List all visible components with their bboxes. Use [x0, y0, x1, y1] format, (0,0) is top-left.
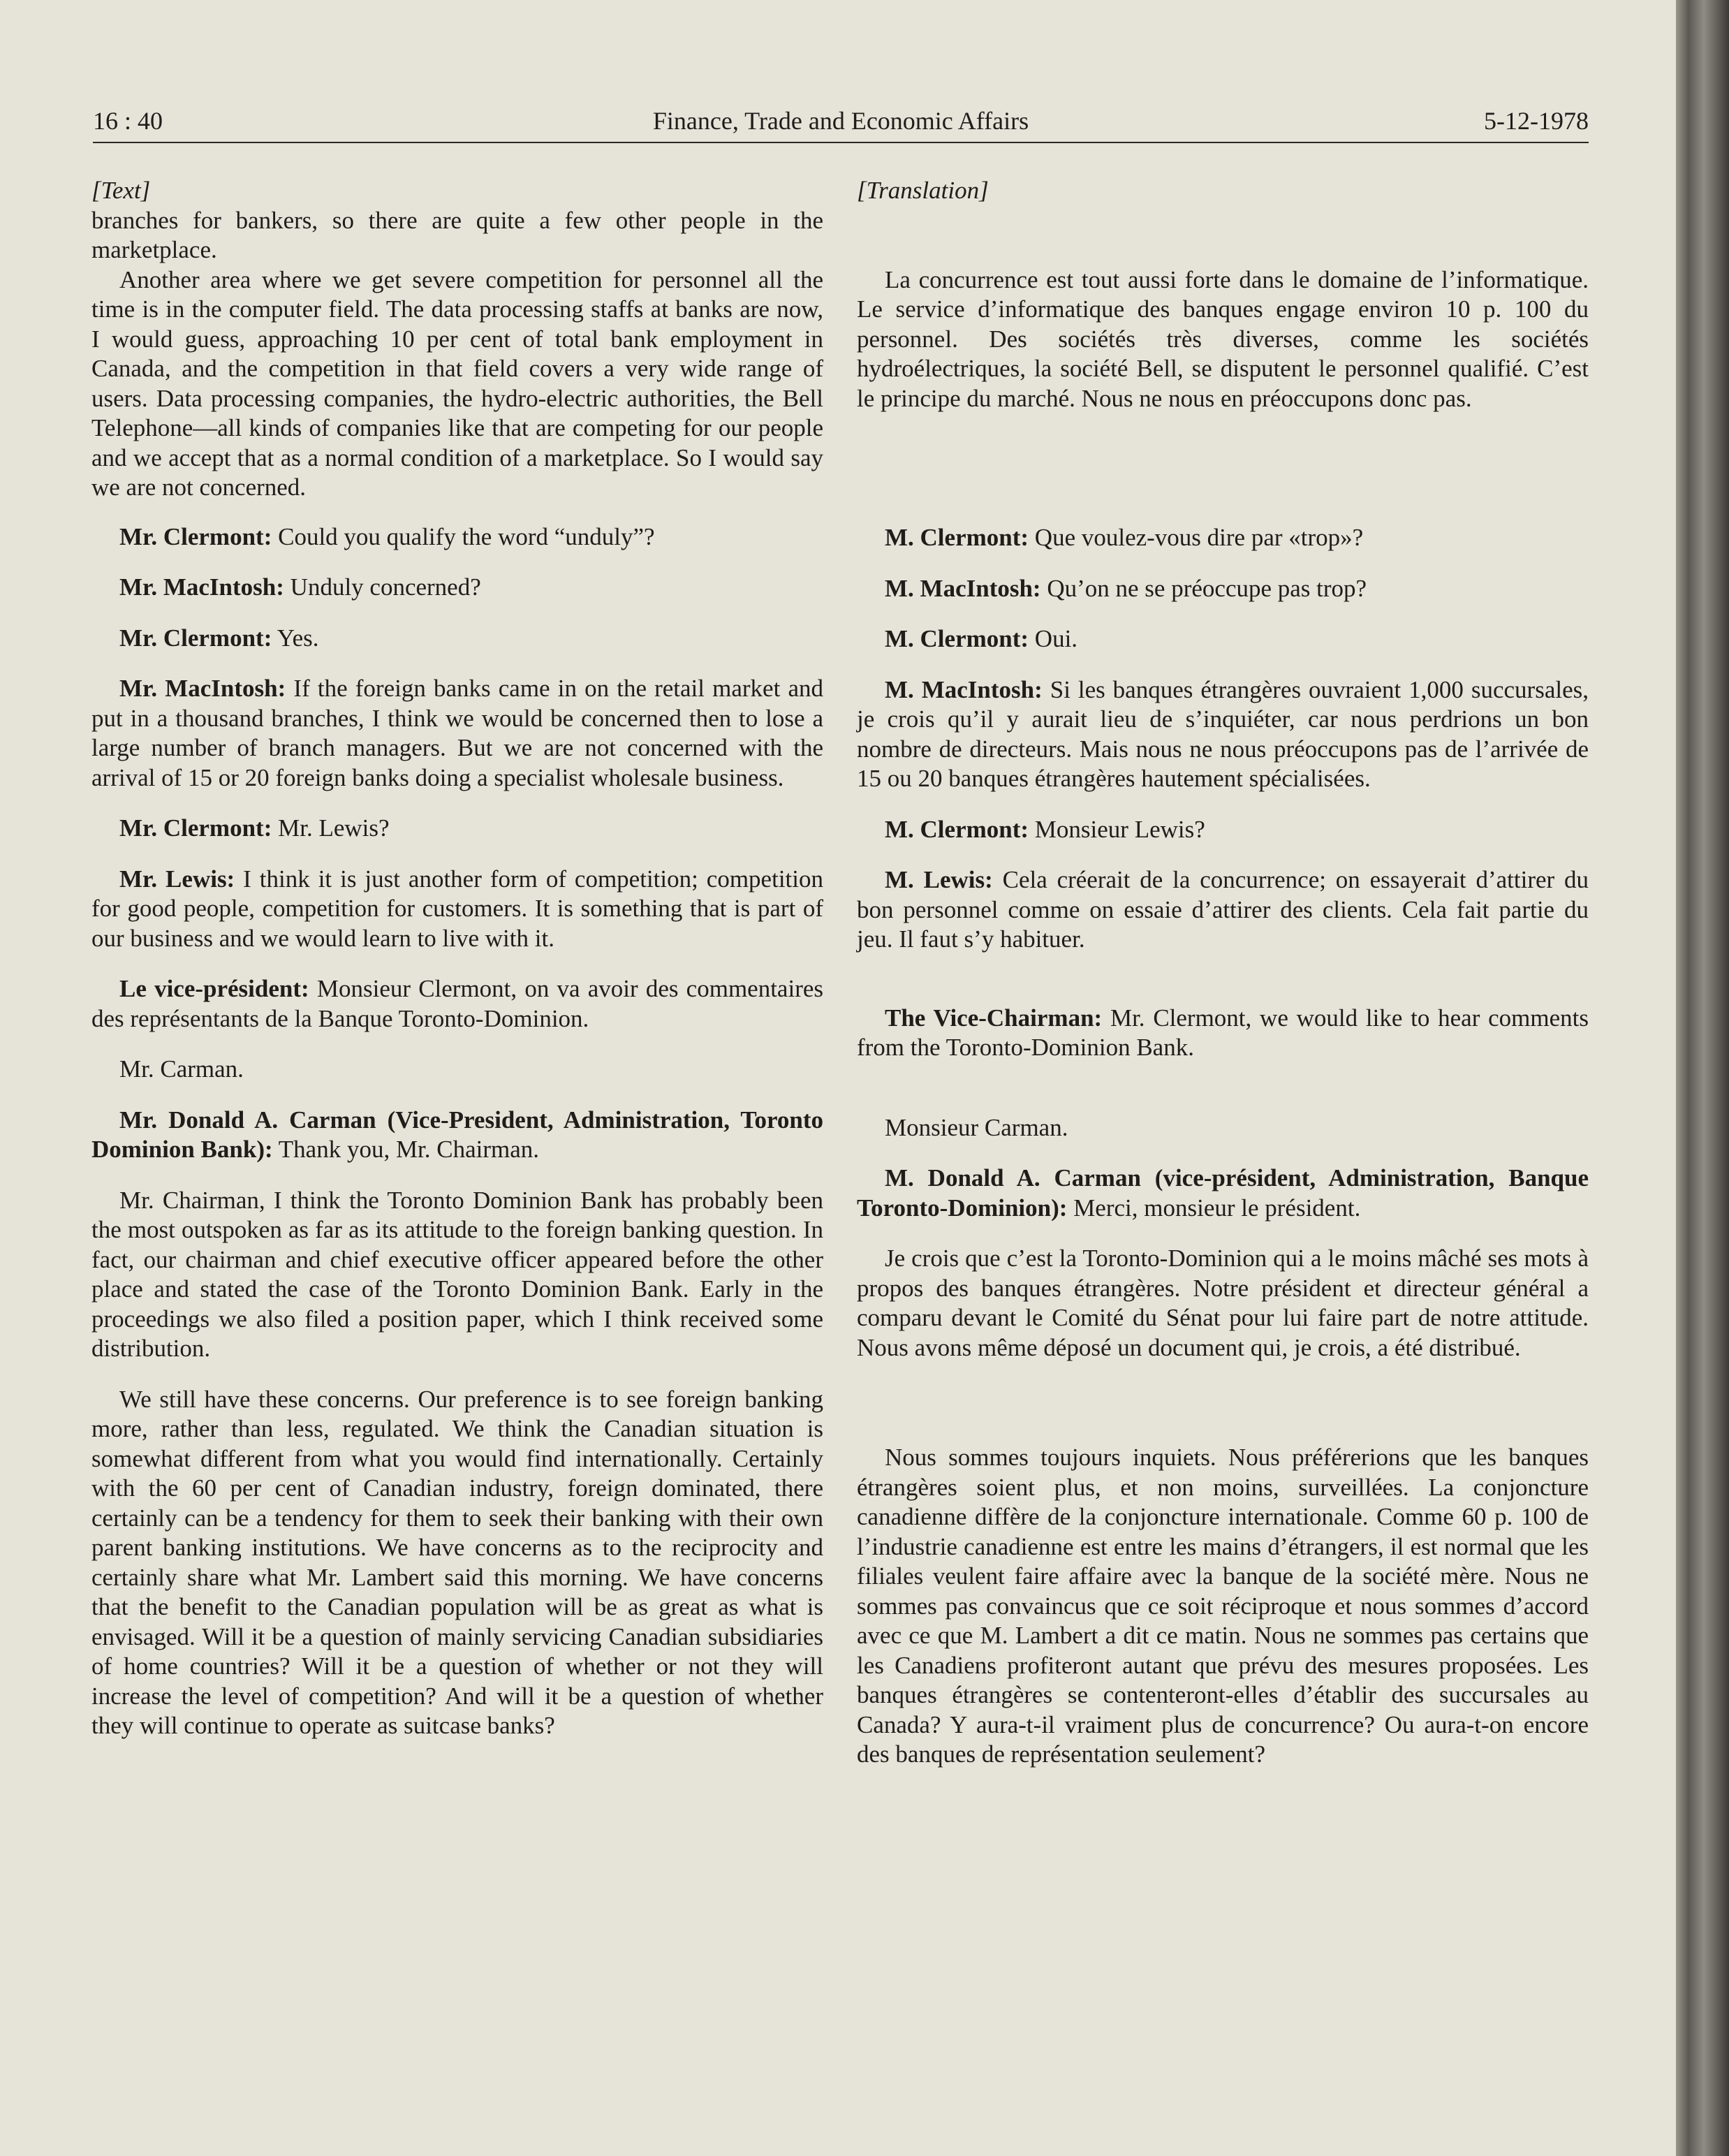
speech-text: If the foreign banks came in on the retail market and put in a thousand branches, I think we would be concerned then to lose a large number of branch managers. But we are not concerned with the arrival of 15 or 20 foreign banks doing a specialist wholesale business. [91, 675, 823, 791]
speech [91, 865, 823, 954]
paragraph: Nous sommes toujours inquiets. Nous préférerions que les banques étrangères soient plus, et non moins, surveillées. La conjoncture canadienne diffère de la conjoncture internationale. Comme 60 p. 100 de l’industrie canadienne est entre les mains d’étrangers, il est normal que les filiales veulent faire affaire avec la banque de la société mère. Nous ne sommes pas convaincus que ce soit réciproque et nous sommes d’accord avec ce que M. Lambert a dit ce matin. Nous ne sommes pas certains que les Canadiens profiteront autant que prévu des mesures proposées. Les banques étrangères se contenteront-elles d’établir des succursales au Canada? Y aura-t-il vraiment plus de concurrence? Ou aura-t-on encore des banques de représentation seulement? [857, 1444, 1589, 1768]
paragraph: Another area where we get severe competition for personnel all the time is in the computer field. The data processing staffs at banks are now, I would guess, approaching 10 per cent of total bank employment in Canada, and the competition in that field covers a very wide range of users. Data processing companies, the hydro-electric authorities, the Bell Telephone—all kinds of companies like that are competing for our people and we accept that as a normal condition of a marketplace. So I would say we are not concerned. [91, 265, 823, 501]
paragraph: La concurrence est tout aussi forte dans le domaine de l’informatique. Le service d’informatique des banques engage environ 10 p. 100 du personnel. Des sociétés très diverses, comme les sociétés hydroélectriques, la société Bell, se disputent le personnel qualifié. C’est le principe du marché. Nous ne nous en préoccupons donc pas. [857, 265, 1589, 412]
header-rule [93, 142, 1589, 143]
column-tag: [Translation] [857, 177, 989, 204]
speaker: Mr. Clermont: [119, 522, 272, 550]
speech [857, 1004, 1589, 1063]
speaker: M. MacIntosh: [885, 574, 1041, 602]
speech-text: Yes. [272, 624, 319, 652]
column-french [857, 176, 1589, 1770]
speech [857, 1164, 1589, 1223]
speaker: M. Clermont: [885, 625, 1029, 652]
speech [857, 574, 1589, 604]
speaker: Mr. MacIntosh: [119, 675, 286, 702]
speech [91, 974, 823, 1034]
speech [91, 1106, 823, 1165]
speaker: M. MacIntosh: [885, 675, 1043, 703]
speaker: Mr. MacIntosh: [119, 573, 284, 601]
speech-text: Qu’on ne se préoccupe pas trop? [1040, 574, 1367, 602]
speech-text: Monsieur Lewis? [1029, 815, 1205, 843]
paragraph: Monsieur Carman. [885, 1113, 1068, 1141]
speaker: Mr. Clermont: [119, 814, 272, 842]
paragraph: We still have these concerns. Our preference is to see foreign banking more, rather than less, regulated. We think the Canadian situation is somewhat different from what you would find internationally. Certainly with the 60 per cent of Canadian industry, foreign dominated, there certainly can be a tendency for them to seek their banking with their own parent banking institutions. We have concerns as to the reciprocity and certainly share what Mr. Lambert said this morning. We have concerns that the benefit to the Canadian population will be as great as what is envisaged. Will it be a question of mainly servicing Canadian subsidiaries of home countries? Will it be a question of whether or not they will increase the level of competition? And will it be a question of whether they will continue to operate as suitcase banks? [91, 1385, 823, 1739]
speech-text: Mr. Clermont, we would like to hear comments from the Toronto-Dominion Bank. [857, 1004, 1589, 1061]
page-number: 16 : 40 [93, 107, 163, 135]
speaker: The Vice-Chairman: [885, 1004, 1103, 1032]
speaker: M. Clermont: [885, 524, 1029, 551]
speech [857, 624, 1589, 654]
running-header [93, 103, 1589, 138]
publication-title: Finance, Trade and Economic Affairs [652, 107, 1029, 135]
speaker: Mr. Clermont: [119, 624, 272, 652]
paragraph: Mr. Chairman, I think the Toronto Dominion Bank has probably been the most outspoken as far as its attitude to the foreign banking question. In fact, our chairman and chief executive officer appeared before the other place and stated the case of the Toronto Dominion Bank. Early in the proceedings we also filed a position paper, which I think received some distribution. [91, 1186, 823, 1362]
speech [91, 573, 823, 603]
speech-text: Si les banques étrangères ouvraient 1,000 succursales, je crois qu’il y aurait lieu de s’inquiéter, car nous perdrions un bon nombre de directeurs. Mais nous ne nous préoccupons pas de l’arrivée de 15 ou 20 banques étrangères hautement spécialisées. [857, 675, 1589, 792]
speech [857, 523, 1589, 553]
speech-text: Could you qualify the word “unduly”? [272, 522, 655, 550]
speech-text: Oui. [1029, 625, 1078, 652]
speaker: M. Clermont: [885, 815, 1029, 843]
speaker: Le vice-président: [119, 975, 309, 1002]
speaker: M. Lewis: [885, 866, 993, 893]
speaker: M. Donald A. Carman (vice-président, Administration, Banque Toronto-Dominion): [857, 1164, 1589, 1222]
speech-text: I think it is just another form of competition; competition for good people, competition for customers. It is something that is part of our business and we would learn to live with it. [91, 865, 823, 952]
column-tag: [Text] [91, 177, 151, 204]
speech [857, 675, 1589, 794]
speaker: Mr. Donald A. Carman (Vice-President, Administration, Toronto Dominion Bank): [91, 1106, 823, 1163]
paragraph: Mr. Carman. [119, 1055, 244, 1083]
column-english [91, 176, 823, 1741]
speech-text: Cela créerait de la concurrence; on essayerait d’attirer du bon personnel comme on essaie d’attirer des clients. Cela fait partie du jeu. Il faut s’y habituer. [857, 866, 1589, 953]
speech-text: Monsieur Clermont, on va avoir des commentaires des représentants de la Banque Toronto-Dominion. [91, 975, 823, 1032]
issue-date: 5-12-1978 [1484, 107, 1589, 135]
paragraph: branches for bankers, so there are quite a few other people in the marketplace. [91, 206, 823, 263]
speech [91, 624, 823, 654]
page-edge-shadow [1676, 0, 1729, 2156]
speech-text: Que voulez-vous dire par «trop»? [1029, 524, 1364, 551]
speech [91, 814, 823, 844]
speech [857, 865, 1589, 955]
speech [91, 522, 823, 552]
speaker: Mr. Lewis: [119, 865, 235, 893]
speech [857, 815, 1589, 845]
speech-text: Unduly concerned? [284, 573, 481, 601]
paragraph: Je crois que c’est la Toronto-Dominion qui a le moins mâché ses mots à propos des banques étrangères. Notre président et directeur général a comparu devant le Comité du Sénat pour lui faire part de notre attitude. Nous avons même déposé un document qui, je crois, a été distribué. [857, 1245, 1589, 1361]
speech-text: Merci, monsieur le président. [1067, 1194, 1361, 1222]
speech [91, 674, 823, 793]
speech-text: Thank you, Mr. Chairman. [272, 1136, 540, 1163]
speech-text: Mr. Lewis? [272, 814, 390, 842]
